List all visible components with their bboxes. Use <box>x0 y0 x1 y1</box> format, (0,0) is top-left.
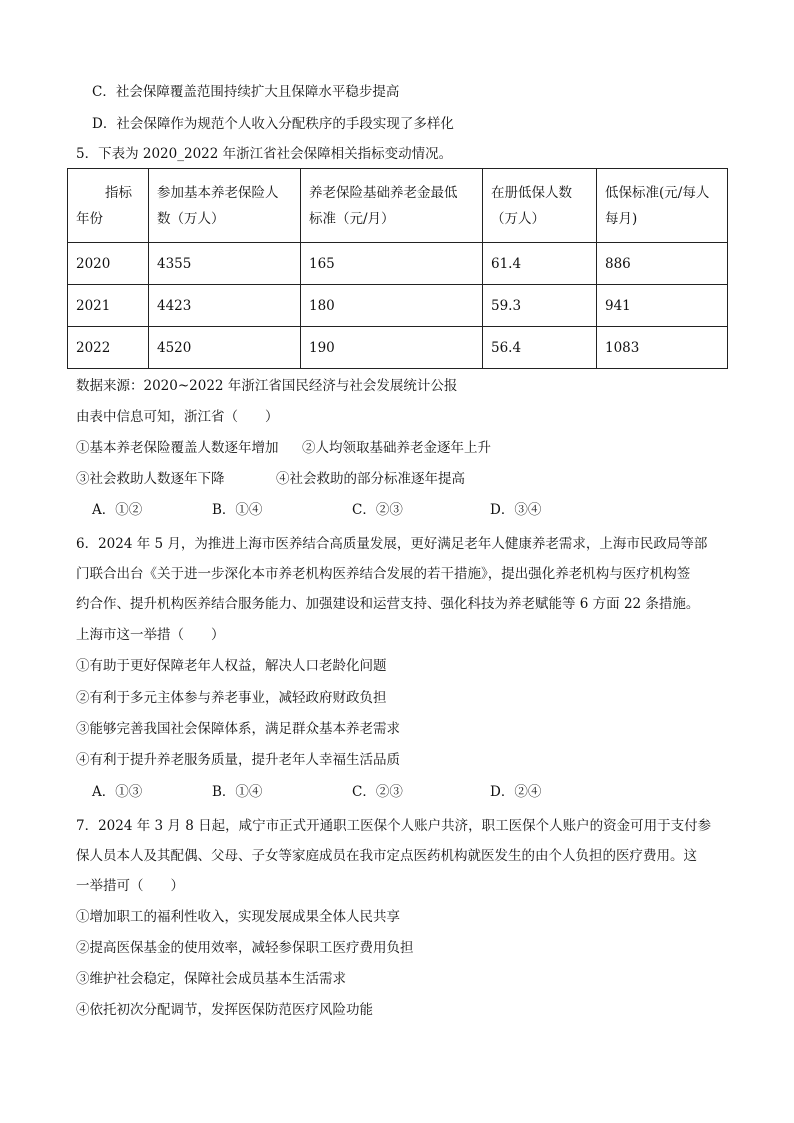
q6-statement-1: ①有助于更好保障老年人权益，解决人口老龄化问题 <box>76 658 387 674</box>
q6-option-c[interactable]: C．②③ <box>352 784 403 800</box>
q6-option-d[interactable]: D．②④ <box>490 784 542 800</box>
q5-statement-3: ③社会救助人数逐年下降 <box>76 471 225 487</box>
table-cell: 2020 <box>68 243 149 285</box>
table-corner-cell <box>68 169 149 243</box>
q7-statement-2: ②提高医保基金的使用效率，减轻参保职工医疗费用负担 <box>76 940 414 956</box>
table-header-cell <box>301 169 483 243</box>
q5-data-source: 数据来源：2020~2022 年浙江省国民经济与社会发展统计公报 <box>76 378 458 394</box>
q7-statement-1: ①增加职工的福利性收入，实现发展成果全体人民共享 <box>76 909 400 925</box>
q7-statement-3: ③维护社会稳定，保障社会成员基本生活需求 <box>76 971 346 987</box>
header-text: 在册低保人数 <box>491 184 572 201</box>
header-text: 标准（元/月） <box>309 210 395 227</box>
table-cell: 1083 <box>597 327 728 369</box>
table-cell: 4520 <box>149 327 301 369</box>
q7-stem-line-1: 7．2024 年 3 月 8 日起，咸宁市正式开通职工医保个人账户共济，职工医保个人账户的资金可用于支付参 <box>76 818 712 834</box>
table-cell: 886 <box>597 243 728 285</box>
table-header-row <box>68 169 728 243</box>
q5-question: 由表中信息可知，浙江省（ ） <box>76 409 279 425</box>
q4-option-d: D．社会保障作为规范个人收入分配秩序的手段实现了多样化 <box>92 116 454 132</box>
table-cell: 4423 <box>149 285 301 327</box>
table-header-cell <box>149 169 301 243</box>
q4-option-c: C．社会保障覆盖范围持续扩大且保障水平稳步提高 <box>92 84 400 100</box>
table-cell: 180 <box>301 285 483 327</box>
table-cell: 941 <box>597 285 728 327</box>
table-header-cell <box>597 169 728 243</box>
table-cell: 2021 <box>68 285 149 327</box>
q5-statement-4: ④社会救助的部分标准逐年提高 <box>276 471 465 487</box>
q6-statement-3: ③能够完善我国社会保障体系，满足群众基本养老需求 <box>76 721 400 737</box>
q6-option-a[interactable]: A．①③ <box>92 784 143 800</box>
table-cell: 4355 <box>149 243 301 285</box>
q5-statement-2: ②人均领取基础养老金逐年上升 <box>302 440 491 456</box>
q6-stem-line-2: 门联合出台《关于进一步深化本市养老机构医养结合发展的若干措施》，提出强化养老机构与医疗机构签 <box>76 566 691 582</box>
header-text: 数（万人） <box>157 210 225 227</box>
table-row <box>68 285 728 327</box>
header-text: 参加基本养老保险人 <box>157 184 279 201</box>
corner-label-indicator: 指标 <box>105 184 132 201</box>
q5-data-table <box>67 168 728 369</box>
q5-statement-1: ①基本养老保险覆盖人数逐年增加 <box>76 440 279 456</box>
q6-stem-line-3: 约合作、提升机构医养结合服务能力、加强建设和运营支持、强化科技为养老赋能等 6 方面 22 条措施。 <box>76 596 700 612</box>
header-text: （万人） <box>491 210 545 227</box>
q5-option-d[interactable]: D．③④ <box>490 502 542 518</box>
table-cell: 59.3 <box>483 285 597 327</box>
q6-answer-options <box>92 782 612 802</box>
q5-option-c[interactable]: C．②③ <box>352 502 403 518</box>
table-cell: 56.4 <box>483 327 597 369</box>
q6-stem-line-4: 上海市这一举措（ ） <box>76 627 225 643</box>
header-text: 养老保险基础养老金最低 <box>309 184 458 201</box>
corner-label-year: 年份 <box>76 210 103 227</box>
table-cell: 61.4 <box>483 243 597 285</box>
q6-option-b[interactable]: B．①④ <box>212 784 263 800</box>
q6-statement-2: ②有利于多元主体参与养老事业，减轻政府财政负担 <box>76 690 387 706</box>
q5-option-a[interactable]: A．①② <box>92 502 143 518</box>
q5-answer-options <box>92 500 612 520</box>
table-row <box>68 327 728 369</box>
q7-stem-line-2: 保人员本人及其配偶、父母、子女等家庭成员在我市定点医药机构就医发生的由个人负担的医疗费用。这 <box>76 848 697 864</box>
q6-statement-4: ④有利于提升养老服务质量，提升老年人幸福生活品质 <box>76 752 400 768</box>
q5-stem: 5．下表为 2020_2022 年浙江省社会保障相关指标变动情况。 <box>76 146 453 162</box>
q5-option-b[interactable]: B．①④ <box>212 502 263 518</box>
q7-statement-4: ④依托初次分配调节，发挥医保防范医疗风险功能 <box>76 1002 373 1018</box>
header-text: 低保标准(元/每人 <box>605 184 710 201</box>
table-cell: 165 <box>301 243 483 285</box>
header-text: 每月) <box>605 210 638 227</box>
table-cell: 2022 <box>68 327 149 369</box>
q7-stem-line-3: 一举措可（ ） <box>76 878 184 894</box>
table-header-cell <box>483 169 597 243</box>
q6-stem-line-1: 6．2024 年 5 月，为推进上海市医养结合高质量发展，更好满足老年人健康养老需求，上海市民政局等部 <box>76 536 708 552</box>
table-row <box>68 243 728 285</box>
table-cell: 190 <box>301 327 483 369</box>
